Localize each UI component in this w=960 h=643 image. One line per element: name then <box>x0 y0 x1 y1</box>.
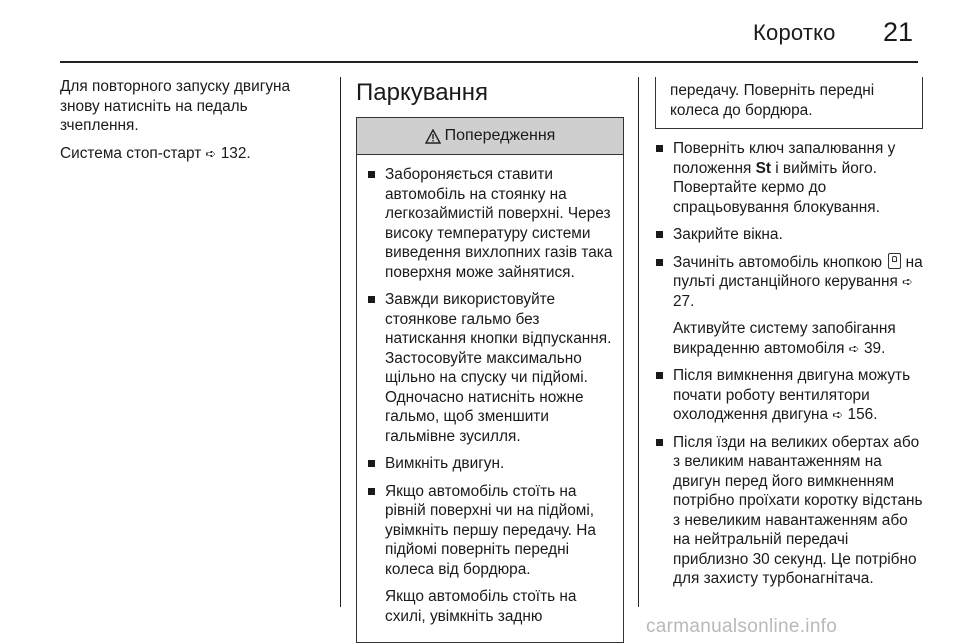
page-ref: 27. <box>673 292 695 310</box>
list-item <box>367 482 613 627</box>
list-item-text: і вийміть його. Повертайте кермо до спрацьовування блокування. <box>673 159 880 216</box>
warning-box <box>356 117 624 643</box>
reference-arrow-icon: ➪ <box>848 340 860 356</box>
column-2 <box>356 77 624 643</box>
list-item <box>655 366 923 425</box>
page-ref: 156. <box>847 406 878 423</box>
warning-triangle-icon <box>425 129 441 144</box>
reference-arrow-icon: ➪ <box>902 274 914 289</box>
parking-steps <box>357 454 623 643</box>
section-title: Коротко <box>753 20 836 45</box>
list-item-text: Після вимкнення двигуна можуть почати роботу вентилятори охолодження двигуна <box>673 367 911 423</box>
warning-body <box>357 155 623 446</box>
watermark: carmanualsonline.info <box>646 616 838 637</box>
list-item: Закрийте вікна. <box>655 225 923 245</box>
column-divider <box>340 77 341 607</box>
list-item: Після їзди на великих обертах або з великим навантаженням на двигун перед його вимкненням потрібно проїхати коротку відстань з невеликим навантаженням або на нейтральній передачі приблизно 30 секунд. Це потрібно для захисту турбонагнітача. <box>655 433 923 589</box>
list-item <box>655 139 923 217</box>
list-item-text: на пульті дистанційного керування <box>673 253 923 290</box>
stop-start-reference <box>60 144 330 164</box>
list-item-sub: Якщо автомобіль стоїть на схилі, увімкніть задню <box>385 588 577 625</box>
list-item <box>655 253 923 359</box>
list-item: Вимкніть двигун. <box>367 454 613 474</box>
ignition-position: St <box>755 159 771 177</box>
warning-header <box>357 118 623 155</box>
page-ref: 39. <box>863 339 886 357</box>
reference-arrow-icon: ➪ <box>205 145 217 161</box>
lock-key-icon <box>888 253 901 269</box>
list-item-text: Поверніть ключ запалювання у положення <box>673 140 896 177</box>
column-divider <box>638 77 639 607</box>
list-item-text: Зачиніть автомобіль кнопкою <box>673 253 883 271</box>
continued-box: передачу. Поверніть передні колеса до бордюра. <box>655 77 923 129</box>
page-ref: 132. <box>220 144 251 162</box>
column-3 <box>655 77 923 597</box>
list-item-text: Активуйте систему запобігання викраденню автомобіля <box>673 320 896 357</box>
warning-item: Забороняється ставити автомобіль на стоянку на легкозаймистій поверхні. Через високу температуру системи виведення вихлопних газів така поверхня може зайнятися. <box>367 165 613 282</box>
reference-arrow-icon: ➪ <box>832 407 844 422</box>
stop-start-text: Система стоп-старт <box>60 144 206 162</box>
warning-item: Завжди використовуйте стоянкове гальмо без натискання кнопки відпускання. Застосовуйте максимально щільно на спуску чи підйомі. Одночасно натисніть ножне гальмо, щоб зменшити гальмівне зусилля. <box>367 290 613 446</box>
column-1 <box>60 77 330 171</box>
parking-heading: Паркування <box>356 79 489 106</box>
warning-title: Попередження <box>444 127 556 145</box>
page-number: 21 <box>883 17 914 47</box>
header-rule <box>60 61 918 63</box>
page-header <box>0 0 960 62</box>
list-item-sub <box>673 319 923 358</box>
list-item-text: Якщо автомобіль стоїть на рівній поверхні чи на підйомі, увімкніть першу передачу. На підйомі поверніть передні колеса від бордюра. <box>385 482 596 578</box>
restart-paragraph: Для повторного запуску двигуна знову натисніть на педаль зчеплення. <box>60 78 291 134</box>
